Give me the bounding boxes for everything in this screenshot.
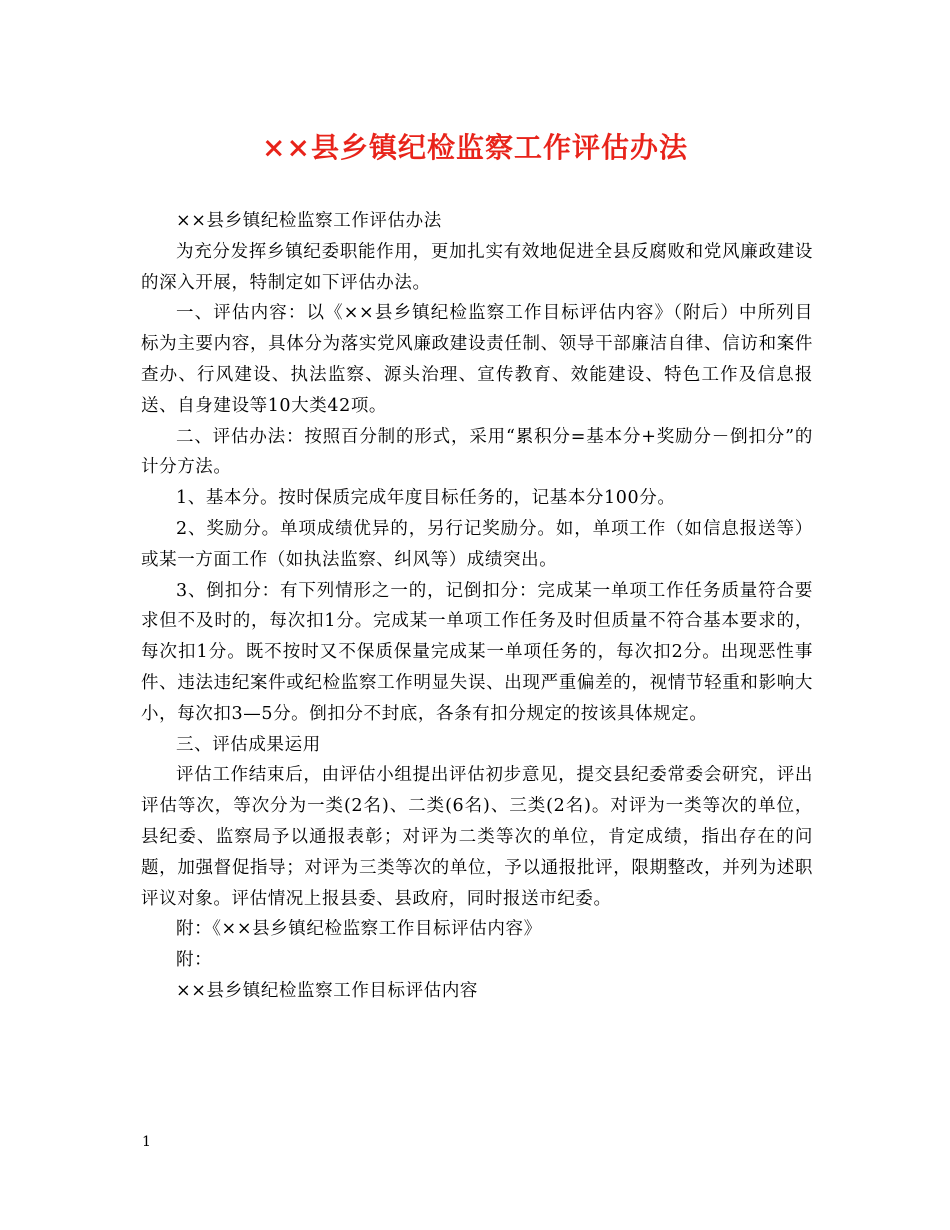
paragraph-basic-score: 1、基本分。按时保质完成年度目标任务的，记基本分100分。 <box>176 488 676 509</box>
paragraph-bonus-score: 2、奖励分。单项成绩优异的，另行记奖励分。如，单项工作（如信息报送等）或某一方面工作（如执法监察、纠风等）成绩突出。 <box>141 518 813 570</box>
paragraph-section-one: 一、评估内容：以《××县乡镇纪检监察工作目标评估内容》（附后）中所列目标为主要内容，具体分为落实党风廉政建设责任制、领导干部廉洁自律、信访和案件查办、行风建设、执法监察、源头治理、宣传教育、效能建设、特色工作及信息报送、自身建设等10大类42项。 <box>141 303 813 416</box>
paragraph-results-usage: 评估工作结束后，由评估小组提出评估初步意见，提交县纪委常委会研究，评出评估等次，等次分为一类(2名)、二类(6名)、三类(2名)。对评为一类等次的单位，县纪委、监察局予以通报表彰；对评为二类等次的单位，肯定成绩，指出存在的问题，加强督促指导；对评为三类等次的单位，予以通报批评，限期整改，并列为述职评议对象。评估情况上报县委、县政府，同时报送市纪委。 <box>141 765 813 909</box>
paragraph-purpose: 为充分发挥乡镇纪委职能作用，更加扎实有效地促进全县反腐败和党风廉政建设的深入开展，特制定如下评估办法。 <box>141 241 813 293</box>
paragraph-attachment-reference: 附：《××县乡镇纪检监察工作目标评估内容》 <box>176 919 542 940</box>
page-number: 1 <box>142 1134 151 1150</box>
paragraph-section-two: 二、评估办法：按照百分制的形式，采用“累积分=基本分+奖励分－倒扣分”的计分方法。 <box>141 426 813 478</box>
document-body <box>141 206 813 1007</box>
paragraph-attachment-label: 附： <box>176 950 213 971</box>
paragraph-attachment-title: ××县乡镇纪检监察工作目标评估内容 <box>176 980 479 1001</box>
paragraph-section-three-heading: 三、评估成果运用 <box>176 734 321 755</box>
paragraph-subtitle: ××县乡镇纪检监察工作评估办法 <box>176 211 442 231</box>
document-title: ××县乡镇纪检监察工作评估办法 <box>262 131 688 164</box>
paragraph-deduction-score: 3、倒扣分：有下列情形之一的，记倒扣分：完成某一单项工作任务质量符合要求但不及时的，每次扣1分。完成某一单项工作任务及时但质量不符合基本要求的，每次扣1分。既不按时又不保质保量完成某一单项任务的，每次扣2分。出现恶性事件、违法违纪案件或纪检监察工作明显失误、出现严重偏差的，视情节轻重和影响大小，每次扣3—5分。倒扣分不封底，各条有扣分规定的按该具体规定。 <box>141 580 813 724</box>
